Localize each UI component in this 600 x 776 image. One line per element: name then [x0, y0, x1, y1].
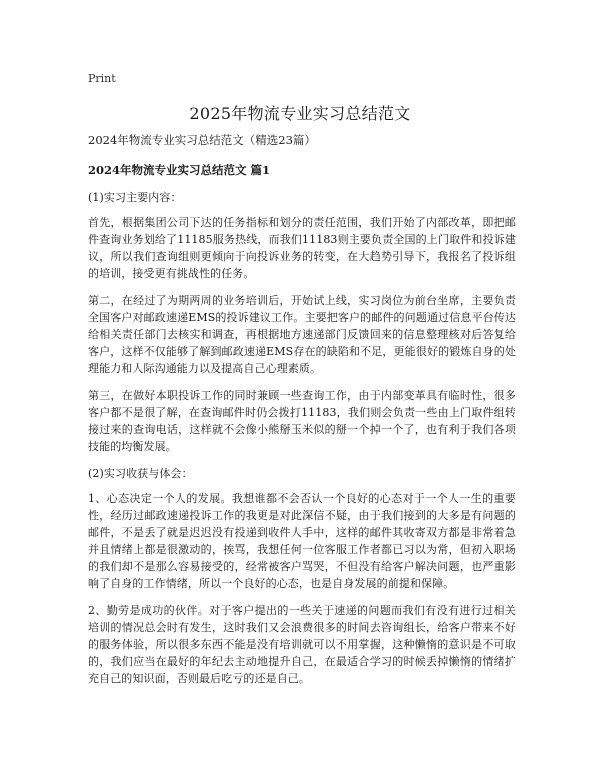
paragraph-diligence: 2、勤劳是成功的伙伴。对于客户提出的一些关于速递的问题而我们有没有进行过相关培训的情况总会时有发生，这时我们又会浪费很多的时间去咨询组长，给客户带来不好的服务体验，所以很多东西不能是没有培训就可以不用掌握，这种懒惰的意识是不可取的，我们应当在最好的年纪去主动地提升自己，在最适合学习的时候丢掉懒惰的情绪扩充自己的知识面，否则最后吃亏的还是自己。 — [88, 604, 516, 685]
paragraph-first: 首先，根据集团公司下达的任务指标和划分的责任范围，我们开始了内部改革，即把邮件查询业务划给了11185服务热线，而我们11183则主要负责全国的上门取件和投诉建议，所以我们查询组则更倾向于向投诉业务的转变，在大趋势引导下，我报名了投诉组的培训，接受更有挑战性的任务。 — [88, 216, 516, 280]
paragraph-third: 第三，在做好本职投诉工作的同时兼顾一些查询工作，由于内部变革具有临时性，很多客户都不是很了解，在查询邮件时仍会拨打11183，我们则会负责一些由上门取件组转接过来的查询电话，这样就不会像小熊掰玉米似的掰一个掉一个了，也有利于我们各项技能的均衡发展。 — [88, 389, 516, 453]
paragraph-main-content-label: (1)实习主要内容： — [88, 191, 182, 204]
print-link[interactable]: Print — [88, 72, 116, 85]
section-heading: 2024年物流专业实习总结范文 篇1 — [88, 163, 271, 177]
paragraph-gains-label: (2)实习收获与体会： — [88, 467, 193, 480]
document-body — [88, 131, 516, 697]
document-subtitle: 2024年物流专业实习总结范文（精选23篇） — [88, 133, 316, 147]
page-title: 2025年物流专业实习总结范文 — [189, 104, 411, 123]
paragraph-second: 第二，在经过了为期两周的业务培训后，开始试上线，实习岗位为前台坐席，主要负责全国客户对邮政速递EMS的投诉建议工作。主要把客户的邮件的问题通过信息平台传达给相关责任部门去核实和调查，再根据地方速递部门反馈回来的信息整理核对后答复给客户，这样不仅能够了解到邮政速递EMS存在的缺陷和不足，更能很好的锻炼自身的处理能力和人际沟通能力以及提高自己心理素质。 — [88, 294, 516, 375]
paragraph-mindset: 1、心态决定一个人的发展。我想谁都不会否认一个良好的心态对于一个人一生的重要性，经历过邮政速递投诉工作的我更是对此深信不疑，由于我们接到的大多是有问题的邮件，不是丢了就是迟迟没有投递到收件人手中，这样的邮件其收寄双方都是非常着急并且情绪上都是很激动的，挨骂，我想任何一位客服工作者都已习以为常，但初入职场的我们却不是那么容易接受的，经常被客户骂哭，不但没有给客户解决问题，也严重影响了自身的工作情绪，所以一个良好的心态，也是自身发展的前提和保障。 — [88, 492, 516, 590]
